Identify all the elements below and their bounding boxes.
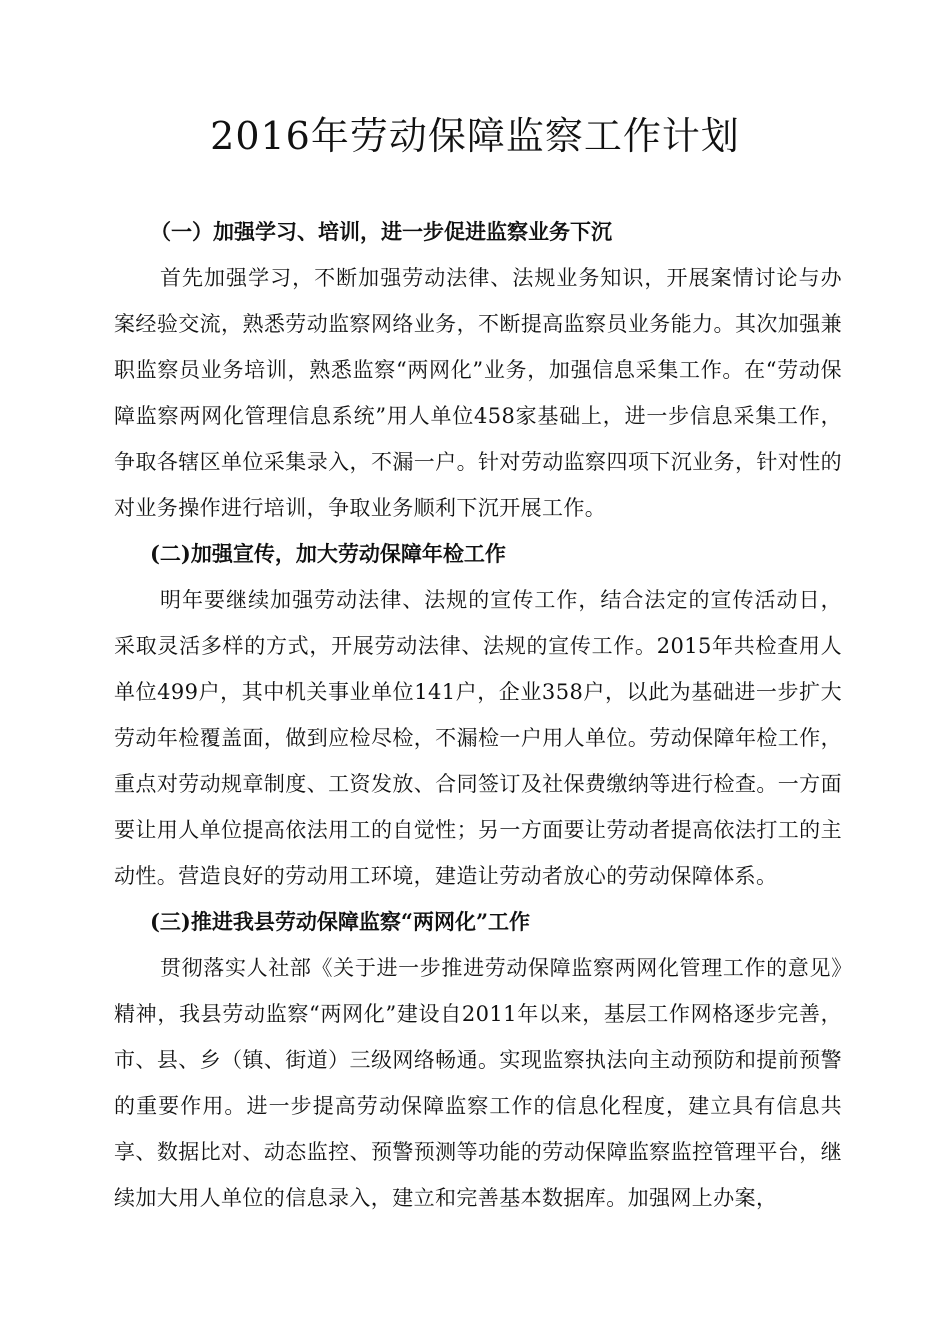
- section-heading-1: （一）加强学习、培训，进一步促进监察业务下沉: [150, 219, 612, 244]
- section-paragraph-3: 贯彻落实人社部《关于进一步推进劳动保障监察两网化管理工作的意见》精神，我县劳动监察“两网化”建设自2011年以来，基层工作网格逐步完善，市、县、乡（镇、街道）三级网络畅通。实现监察执法向主动预防和提前预警的重要作用。进一步提高劳动保障监察工作的信息化程度，建立具有信息共享、数据比对、动态监控、预警预测等功能的劳动保障监察监控管理平台，继续加大用人单位的信息录入，建立和完善基本数据库。加强网上办案，: [114, 956, 842, 1210]
- section-heading-3: (三)推进我县劳动保障监察“两网化”工作: [150, 909, 531, 934]
- section-paragraph-2: 明年要继续加强劳动法律、法规的宣传工作，结合法定的宣传活动日，采取灵活多样的方式，开展劳动法律、法规的宣传工作。2015年共检查用人单位499户，其中机关事业单位141户，企业358户，以此为基础进一步扩大劳动年检覆盖面，做到应检尽检，不漏检一户用人单位。劳动保障年检工作，重点对劳动规章制度、工资发放、合同签订及社保费缴纳等进行检查。一方面要让用人单位提高依法用工的自觉性；另一方面要让劳动者提高依法打工的主动性。营造良好的劳动用工环境，建造让劳动者放心的劳动保障体系。: [114, 588, 842, 888]
- section-heading-2: (二)加强宣传，加大劳动保障年检工作: [150, 541, 506, 566]
- document-body: [114, 209, 842, 1221]
- document-title: 2016年劳动保障监察工作计划: [210, 114, 740, 158]
- section-paragraph-1: 首先加强学习，不断加强劳动法律、法规业务知识，开展案情讨论与办案经验交流，熟悉劳动监察网络业务，不断提高监察员业务能力。其次加强兼职监察员业务培训，熟悉监察“两网化”业务，加强信息采集工作。在“劳动保障监察两网化管理信息系统”用人单位458家基础上，进一步信息采集工作，争取各辖区单位采集录入，不漏一户。针对劳动监察四项下沉业务，针对性的对业务操作进行培训，争取业务顺利下沉开展工作。: [114, 266, 842, 520]
